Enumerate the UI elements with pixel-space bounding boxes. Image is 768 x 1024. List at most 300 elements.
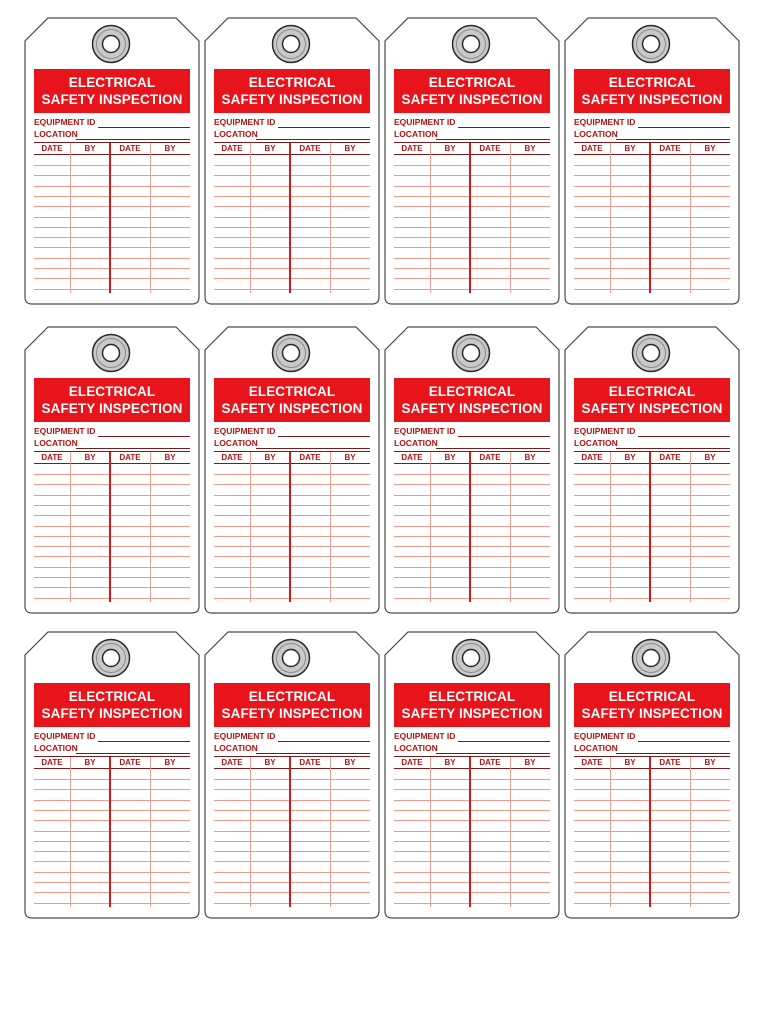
log-row-line: [34, 495, 190, 496]
location-field[interactable]: [34, 438, 190, 450]
log-row-line: [214, 196, 370, 197]
log-row-line: [394, 851, 550, 852]
column-header-by: BY: [344, 144, 356, 153]
log-row-line: [394, 892, 550, 893]
column-divider-center: [469, 452, 471, 602]
column-header-date: DATE: [299, 758, 321, 767]
tag-title-line2: SAFETY INSPECTION: [401, 92, 543, 107]
log-row-line: [574, 556, 730, 557]
location-label: LOCATION: [214, 743, 258, 753]
column-divider: [430, 452, 431, 602]
log-row-line: [574, 484, 730, 485]
equipment-id-line: [458, 436, 550, 437]
log-row-line: [214, 577, 370, 578]
location-line: [256, 139, 370, 140]
equipment-id-line: [278, 127, 370, 128]
inspection-tag: [384, 17, 560, 305]
log-row-line: [574, 546, 730, 547]
location-field[interactable]: [214, 129, 370, 141]
column-header-by: BY: [524, 758, 536, 767]
log-row-line: [214, 536, 370, 537]
location-line: [616, 139, 730, 140]
equipment-id-label: EQUIPMENT ID: [394, 731, 456, 741]
inspection-tag: [204, 631, 380, 919]
location-field[interactable]: [394, 129, 550, 141]
log-row-line: [214, 247, 370, 248]
log-row-line: [214, 278, 370, 279]
log-row-line: [574, 278, 730, 279]
equipment-id-label: EQUIPMENT ID: [394, 117, 456, 127]
column-divider: [690, 143, 691, 293]
log-row-line: [394, 175, 550, 176]
log-row-line: [34, 903, 190, 904]
log-row-line: [574, 515, 730, 516]
log-row-line: [34, 289, 190, 290]
location-label: LOCATION: [574, 743, 618, 753]
equipment-id-label: EQUIPMENT ID: [394, 426, 456, 436]
tag-title-line2: SAFETY INSPECTION: [41, 401, 183, 416]
inspection-log-table: [574, 142, 730, 292]
column-divider-center: [649, 757, 651, 907]
header-rule: [574, 463, 730, 464]
tag-title-line2: SAFETY INSPECTION: [401, 706, 543, 721]
tag-title-banner: [214, 378, 370, 422]
log-row-line: [34, 810, 190, 811]
column-divider: [430, 757, 431, 907]
column-header-by: BY: [704, 758, 716, 767]
tag-title-banner: [214, 683, 370, 727]
log-row-line: [394, 861, 550, 862]
location-line: [436, 753, 550, 754]
location-line: [436, 139, 550, 140]
log-row-line: [34, 175, 190, 176]
column-divider: [430, 143, 431, 293]
log-row-line: [34, 278, 190, 279]
log-row-line: [394, 484, 550, 485]
column-header-by: BY: [444, 144, 456, 153]
log-row-line: [574, 567, 730, 568]
inspection-log-table: [394, 142, 550, 292]
column-header-by: BY: [444, 758, 456, 767]
location-line: [436, 448, 550, 449]
header-rule: [214, 463, 370, 464]
log-row-line: [214, 289, 370, 290]
tag-title-banner: [394, 683, 550, 727]
log-row-line: [214, 268, 370, 269]
log-row-line: [574, 841, 730, 842]
grommet-icon: [451, 24, 491, 64]
log-row-line: [34, 820, 190, 821]
tag-title-line1: ELECTRICAL: [608, 689, 696, 704]
equipment-id-field[interactable]: [574, 426, 730, 438]
log-row-line: [574, 851, 730, 852]
log-row-line: [34, 526, 190, 527]
location-line: [256, 753, 370, 754]
log-row-line: [394, 546, 550, 547]
log-row-line: [214, 810, 370, 811]
log-row-line: [394, 474, 550, 475]
log-row-line: [574, 247, 730, 248]
column-divider-center: [289, 757, 291, 907]
location-line: [76, 753, 190, 754]
log-row-line: [394, 268, 550, 269]
log-row-line: [34, 567, 190, 568]
column-header-by: BY: [624, 453, 636, 462]
log-row-line: [394, 289, 550, 290]
equipment-id-label: EQUIPMENT ID: [34, 117, 96, 127]
column-header-date: DATE: [479, 453, 501, 462]
log-row-line: [574, 903, 730, 904]
log-row-line: [214, 598, 370, 599]
grommet-icon: [631, 24, 671, 64]
column-header-date: DATE: [299, 144, 321, 153]
equipment-id-line: [638, 741, 730, 742]
tag-title-banner: [34, 378, 190, 422]
log-row-line: [34, 831, 190, 832]
column-divider-center: [109, 757, 111, 907]
equipment-id-field[interactable]: [214, 426, 370, 438]
log-row-line: [214, 206, 370, 207]
location-label: LOCATION: [34, 129, 78, 139]
log-row-line: [574, 268, 730, 269]
location-label: LOCATION: [214, 438, 258, 448]
log-row-line: [394, 810, 550, 811]
log-row-line: [394, 800, 550, 801]
log-row-line: [574, 872, 730, 873]
log-row-line: [574, 237, 730, 238]
column-divider: [330, 143, 331, 293]
equipment-id-field[interactable]: [394, 117, 550, 129]
log-row-line: [214, 800, 370, 801]
tag-title-banner: [574, 378, 730, 422]
log-row-line: [574, 175, 730, 176]
column-header-date: DATE: [221, 758, 243, 767]
log-row-line: [394, 247, 550, 248]
log-row-line: [214, 495, 370, 496]
header-rule: [34, 768, 190, 769]
header-rule: [574, 154, 730, 155]
grommet-icon: [631, 638, 671, 678]
log-row-line: [394, 206, 550, 207]
log-row-line: [394, 217, 550, 218]
log-row-line: [394, 186, 550, 187]
header-rule: [214, 768, 370, 769]
equipment-id-field[interactable]: [574, 117, 730, 129]
equipment-id-line: [458, 741, 550, 742]
log-row-line: [214, 556, 370, 557]
column-header-date: DATE: [119, 144, 141, 153]
grommet-icon: [451, 638, 491, 678]
log-row-line: [34, 247, 190, 248]
log-row-line: [394, 278, 550, 279]
log-row-line: [34, 861, 190, 862]
log-row-line: [574, 227, 730, 228]
log-row-line: [34, 800, 190, 801]
column-header-date: DATE: [221, 453, 243, 462]
tag-title-line1: ELECTRICAL: [608, 384, 696, 399]
log-row-line: [394, 882, 550, 883]
equipment-id-label: EQUIPMENT ID: [214, 117, 276, 127]
inspection-tag: [564, 326, 740, 614]
column-divider: [510, 757, 511, 907]
log-row-line: [214, 165, 370, 166]
log-row-line: [214, 831, 370, 832]
column-header-date: DATE: [41, 144, 63, 153]
log-row-line: [394, 165, 550, 166]
location-label: LOCATION: [394, 438, 438, 448]
log-row-line: [34, 217, 190, 218]
column-divider: [690, 452, 691, 602]
tag-title-line1: ELECTRICAL: [68, 689, 156, 704]
location-line: [616, 753, 730, 754]
log-row-line: [214, 851, 370, 852]
column-header-by: BY: [624, 758, 636, 767]
log-row-line: [394, 258, 550, 259]
log-row-line: [214, 587, 370, 588]
tag-title-banner: [214, 69, 370, 113]
column-header-by: BY: [444, 453, 456, 462]
column-divider: [510, 452, 511, 602]
log-row-line: [574, 882, 730, 883]
log-row-line: [34, 484, 190, 485]
log-row-line: [214, 505, 370, 506]
column-divider-center: [109, 143, 111, 293]
column-header-by: BY: [344, 453, 356, 462]
location-field[interactable]: [214, 438, 370, 450]
location-label: LOCATION: [574, 129, 618, 139]
location-field[interactable]: [34, 129, 190, 141]
equipment-id-field[interactable]: [34, 117, 190, 129]
column-header-date: DATE: [299, 453, 321, 462]
log-row-line: [394, 495, 550, 496]
log-row-line: [574, 820, 730, 821]
location-field[interactable]: [574, 743, 730, 755]
tag-title-line1: ELECTRICAL: [428, 384, 516, 399]
column-divider: [250, 757, 251, 907]
tag-title-line2: SAFETY INSPECTION: [41, 706, 183, 721]
log-row-line: [574, 217, 730, 218]
log-row-line: [214, 903, 370, 904]
grommet-icon: [91, 333, 131, 373]
tag-title-banner: [574, 69, 730, 113]
column-header-by: BY: [84, 453, 96, 462]
log-row-line: [34, 598, 190, 599]
log-row-line: [34, 165, 190, 166]
tag-title-line2: SAFETY INSPECTION: [581, 706, 723, 721]
inspection-log-table: [574, 451, 730, 601]
tag-title-line1: ELECTRICAL: [248, 689, 336, 704]
inspection-tag: [564, 17, 740, 305]
inspection-log-table: [34, 142, 190, 292]
column-header-date: DATE: [659, 758, 681, 767]
header-rule: [394, 463, 550, 464]
inspection-tag: [24, 326, 200, 614]
location-line: [76, 139, 190, 140]
log-row-line: [394, 227, 550, 228]
log-row-line: [394, 598, 550, 599]
column-divider: [70, 452, 71, 602]
tag-title-banner: [574, 683, 730, 727]
column-divider: [70, 143, 71, 293]
location-field[interactable]: [574, 129, 730, 141]
log-row-line: [214, 892, 370, 893]
location-field[interactable]: [394, 438, 550, 450]
log-row-line: [574, 577, 730, 578]
column-header-by: BY: [704, 144, 716, 153]
tag-title-line2: SAFETY INSPECTION: [221, 706, 363, 721]
log-row-line: [214, 841, 370, 842]
tag-title-line1: ELECTRICAL: [248, 75, 336, 90]
header-rule: [34, 463, 190, 464]
column-header-date: DATE: [41, 758, 63, 767]
equipment-id-field[interactable]: [34, 426, 190, 438]
column-header-by: BY: [164, 758, 176, 767]
column-divider: [250, 143, 251, 293]
log-row-line: [34, 474, 190, 475]
log-row-line: [214, 484, 370, 485]
equipment-id-field[interactable]: [574, 731, 730, 743]
log-row-line: [394, 567, 550, 568]
tag-title-line2: SAFETY INSPECTION: [41, 92, 183, 107]
header-rule: [394, 768, 550, 769]
equipment-id-line: [98, 741, 190, 742]
log-row-line: [574, 526, 730, 527]
equipment-id-line: [98, 436, 190, 437]
log-row-line: [214, 175, 370, 176]
log-row-line: [394, 587, 550, 588]
tag-title-line1: ELECTRICAL: [428, 75, 516, 90]
location-field[interactable]: [574, 438, 730, 450]
column-header-date: DATE: [119, 758, 141, 767]
inspection-tag: [384, 326, 560, 614]
log-row-line: [574, 789, 730, 790]
equipment-id-line: [278, 436, 370, 437]
column-header-date: DATE: [221, 144, 243, 153]
location-field[interactable]: [34, 743, 190, 755]
log-row-line: [214, 779, 370, 780]
column-header-by: BY: [264, 453, 276, 462]
inspection-log-table: [574, 756, 730, 906]
tag-title-line2: SAFETY INSPECTION: [221, 92, 363, 107]
log-row-line: [34, 882, 190, 883]
inspection-log-table: [214, 142, 370, 292]
inspection-tag: [564, 631, 740, 919]
column-divider: [690, 757, 691, 907]
log-row-line: [214, 258, 370, 259]
log-row-line: [574, 598, 730, 599]
log-row-line: [394, 779, 550, 780]
column-header-date: DATE: [119, 453, 141, 462]
tag-title-line1: ELECTRICAL: [608, 75, 696, 90]
inspection-log-table: [34, 756, 190, 906]
log-row-line: [34, 577, 190, 578]
equipment-id-label: EQUIPMENT ID: [214, 426, 276, 436]
equipment-id-line: [638, 127, 730, 128]
grommet-icon: [271, 24, 311, 64]
header-rule: [574, 768, 730, 769]
log-row-line: [394, 903, 550, 904]
column-divider: [150, 757, 151, 907]
equipment-id-field[interactable]: [394, 426, 550, 438]
column-divider: [330, 757, 331, 907]
header-rule: [214, 154, 370, 155]
column-header-date: DATE: [659, 453, 681, 462]
log-row-line: [574, 779, 730, 780]
log-row-line: [34, 515, 190, 516]
column-header-date: DATE: [479, 144, 501, 153]
log-row-line: [34, 268, 190, 269]
column-header-by: BY: [264, 758, 276, 767]
column-header-by: BY: [164, 144, 176, 153]
tag-title-banner: [34, 683, 190, 727]
log-row-line: [214, 237, 370, 238]
log-row-line: [214, 186, 370, 187]
column-header-by: BY: [84, 144, 96, 153]
log-row-line: [574, 892, 730, 893]
log-row-line: [574, 861, 730, 862]
location-field[interactable]: [394, 743, 550, 755]
location-label: LOCATION: [394, 743, 438, 753]
column-divider-center: [649, 452, 651, 602]
column-header-by: BY: [344, 758, 356, 767]
log-row-line: [574, 536, 730, 537]
column-header-date: DATE: [581, 144, 603, 153]
location-label: LOCATION: [34, 743, 78, 753]
log-row-line: [214, 820, 370, 821]
location-field[interactable]: [214, 743, 370, 755]
log-row-line: [394, 820, 550, 821]
log-row-line: [34, 872, 190, 873]
location-label: LOCATION: [394, 129, 438, 139]
log-row-line: [214, 526, 370, 527]
log-row-line: [34, 196, 190, 197]
log-row-line: [394, 831, 550, 832]
column-header-by: BY: [264, 144, 276, 153]
equipment-id-label: EQUIPMENT ID: [574, 426, 636, 436]
log-row-line: [214, 861, 370, 862]
log-row-line: [394, 789, 550, 790]
grommet-icon: [451, 333, 491, 373]
column-divider: [510, 143, 511, 293]
column-divider: [150, 143, 151, 293]
inspection-log-table: [214, 451, 370, 601]
grommet-icon: [631, 333, 671, 373]
log-row-line: [214, 882, 370, 883]
log-row-line: [574, 186, 730, 187]
equipment-id-field[interactable]: [214, 731, 370, 743]
column-divider: [250, 452, 251, 602]
header-rule: [394, 154, 550, 155]
log-row-line: [574, 206, 730, 207]
log-row-line: [574, 258, 730, 259]
log-row-line: [214, 227, 370, 228]
log-row-line: [394, 841, 550, 842]
log-row-line: [574, 800, 730, 801]
tag-title-banner: [34, 69, 190, 113]
equipment-id-field[interactable]: [34, 731, 190, 743]
log-row-line: [34, 186, 190, 187]
log-row-line: [34, 227, 190, 228]
column-divider: [150, 452, 151, 602]
equipment-id-field[interactable]: [394, 731, 550, 743]
log-row-line: [34, 258, 190, 259]
equipment-id-field[interactable]: [214, 117, 370, 129]
log-row-line: [34, 587, 190, 588]
column-header-date: DATE: [581, 453, 603, 462]
column-header-by: BY: [524, 453, 536, 462]
log-row-line: [214, 546, 370, 547]
location-line: [76, 448, 190, 449]
